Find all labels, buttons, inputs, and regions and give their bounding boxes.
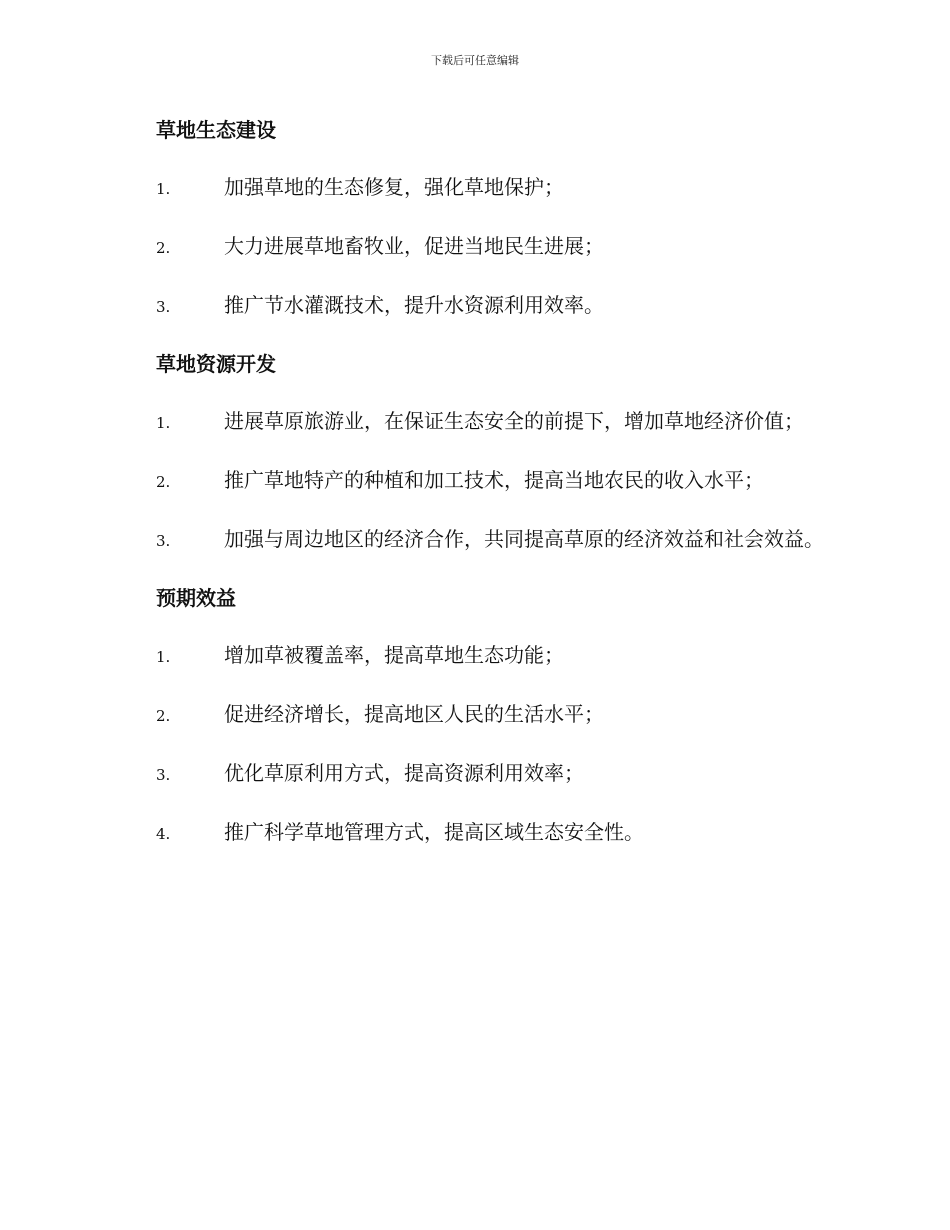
list-item — [112, 635, 842, 677]
list-number: 3. — [156, 298, 171, 316]
list-number: 4. — [156, 825, 171, 843]
list-text: 大力进展草地畜牧业，促进当地民生进展； — [224, 234, 604, 258]
list-number: 2. — [156, 239, 171, 257]
list-item — [112, 401, 842, 443]
list-item — [112, 519, 842, 561]
list-text: 推广节水灌溉技术，提升水资源利用效率。 — [224, 293, 604, 317]
list-text: 进展草原旅游业，在保证生态安全的前提下，增加草地经济价值； — [224, 409, 804, 433]
list-item — [112, 753, 842, 795]
list-number: 3. — [156, 532, 171, 550]
section-ecology — [112, 110, 842, 327]
section-development — [112, 344, 842, 561]
list-text: 促进经济增长，提高地区人民的生活水平； — [224, 702, 604, 726]
list-item — [112, 167, 842, 209]
list-number: 2. — [156, 473, 171, 491]
list-text: 优化草原利用方式，提高资源利用效率； — [224, 761, 584, 785]
section-title: 预期效益 — [156, 586, 236, 610]
list-number: 1. — [156, 648, 171, 666]
list-text: 增加草被覆盖率，提高草地生态功能； — [224, 643, 564, 667]
list-text: 推广科学草地管理方式，提高区域生态安全性。 — [224, 820, 644, 844]
section-title: 草地生态建设 — [156, 118, 276, 142]
list-item — [112, 460, 842, 502]
list-item — [112, 812, 842, 854]
list-number: 1. — [156, 414, 171, 432]
list-item — [112, 226, 842, 268]
list-item — [112, 285, 842, 327]
list-number: 3. — [156, 766, 171, 784]
document-body — [112, 110, 842, 871]
section-benefits — [112, 578, 842, 854]
list-number: 1. — [156, 180, 171, 198]
section-title: 草地资源开发 — [156, 352, 276, 376]
list-text: 加强草地的生态修复，强化草地保护； — [224, 175, 564, 199]
list-number: 2. — [156, 707, 171, 725]
list-text: 推广草地特产的种植和加工技术，提高当地农民的收入水平； — [224, 468, 764, 492]
page-header-note: 下载后可任意编辑 — [431, 54, 519, 67]
list-text: 加强与周边地区的经济合作，共同提高草原的经济效益和社会效益。 — [224, 527, 824, 551]
list-item — [112, 694, 842, 736]
